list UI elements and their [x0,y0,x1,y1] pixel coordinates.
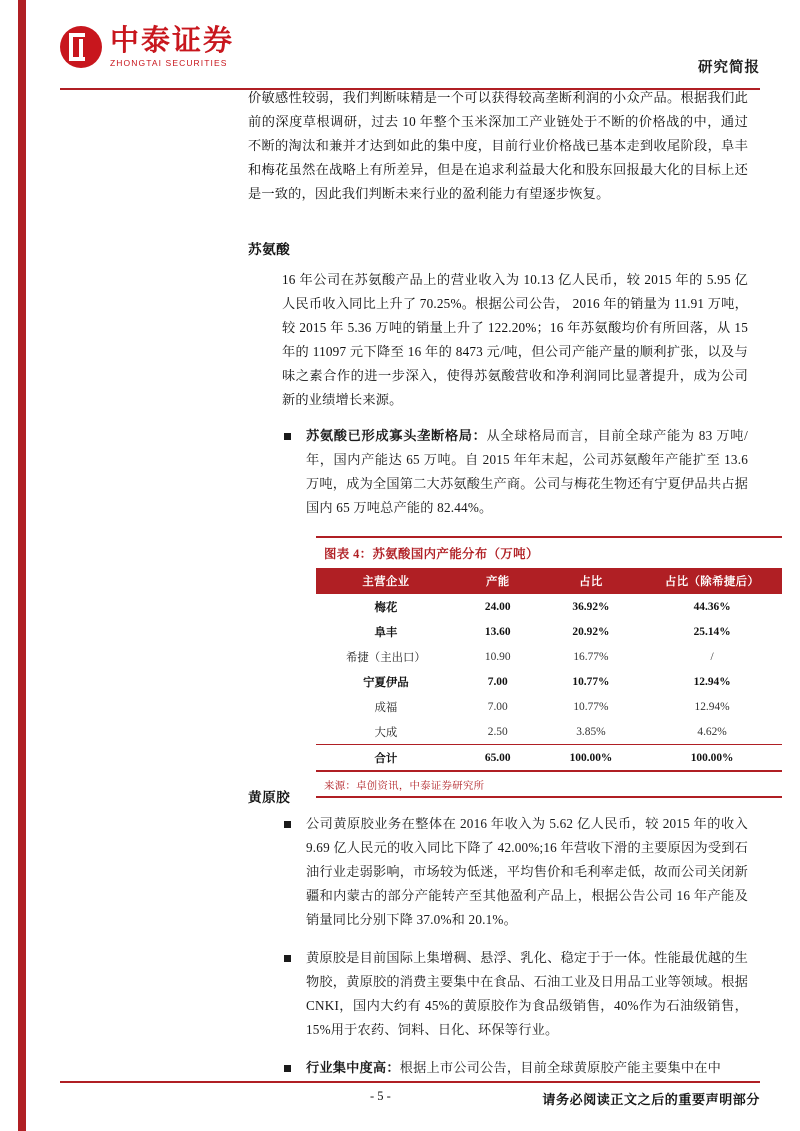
cell-company: 大成 [374,726,398,739]
xanthan-bullet-3 [282,1056,748,1080]
cell-capacity: 13.60 [484,625,511,638]
xanthan-bullet-2-text: 黄原胶是目前国际上集增稠、悬浮、乳化、稳定于于一体。性能最优越的生物胶，黄原胶的消费主要集中在食品、石油工业及日用品工业等领域。根据 CNKI，国内大约有 45%的黄原胶作为食品级销售，40%作为石油级销售，15%用于农药、饲料、日化、环保等行业。 [306,950,748,1038]
intro-paragraph: 价敏感性较弱，我们判断味精是一个可以获得较高垄断利润的小众产品。根据我们此前的深度草根调研，过去 10 年整个玉米深加工产业链处于不断的价格战的中，通过不断的淘汰和兼并才达到如此的集中度，目前行业价格战已基本走到收尾阶段，阜丰和梅花虽然在战略上有所差异，但是在追求利益最大化和股东回报最大化的目标上还是一致的，因此我们判断未来行业的盈利能力有望逐步恢复。 [248,90,748,202]
section-heading-xanthan: 黄原胶 [248,790,291,805]
cell-share: 20.92% [572,625,610,638]
document-body [248,86,748,226]
cell-capacity: 2.50 [487,725,508,738]
table-row [316,619,782,644]
footer-disclaimer: 请务必阅读正文之后的重要声明部分 [542,1092,760,1107]
bullet-square-icon [284,821,291,828]
cell-company: 阜丰 [374,626,398,639]
table-row [316,669,782,694]
cell-company: 希捷（主出口） [346,651,426,664]
threonine-bullet-1 [282,424,748,520]
bullet-square-icon [284,955,291,962]
bullet-square-icon [284,433,291,440]
col-share-ex: 占比（除希捷后） [642,568,782,594]
cell-capacity: 24.00 [484,600,511,613]
table-row [316,694,782,719]
threonine-bullet-1-lead: 苏氨酸已形成寡头垄断格局： [306,428,487,444]
threonine-bullet-1-text: 从全球格局而言，目前全球产能为 83 万吨/年，国内产能达 65 万吨。自 2015 年年末起，公司苏氨酸年产能扩至 13.6 万吨，成为全国第二大苏氨酸生产商。公司与梅花生物还有宁夏伊品共占据国内 65 万吨总产能的 82.44%。 [306,428,749,516]
section-threonine-body [248,268,760,798]
cell-capacity: 10.90 [484,650,511,663]
cell-share: 3.85% [576,725,606,738]
threonine-paragraph: 16 年公司在苏氨酸产品上的营业收入为 10.13 亿人民币，较 2015 年的 5.95 亿人民币收入同比上升了 70.25%。根据公司公告， 2016 年的销量为 11.91 万吨，较 2015 年 5.36 万吨的销量上升了 122.20%；16 年苏氨酸均价有所回落，从 15 年的 11097 元下降至 16 年的 8473 元/吨，但公司产能产量的顺利扩张，以及与味之素合作的进一步深入，使得苏氨酸营收和净利润同比显著提升，成为公司新的业绩增长来源。 [282,272,748,408]
figure-4 [316,536,782,798]
footer-divider [60,1081,760,1083]
logo-text [110,26,234,68]
figure-4-container [282,536,760,798]
cell-share: 10.77% [573,700,609,713]
cell-share: 36.92% [572,600,610,613]
table-total-row [316,745,782,771]
cell-total-label: 合计 [316,745,456,771]
cell-company: 梅花 [374,601,398,614]
cell-total-share-ex: 100.00% [642,745,782,771]
cell-share-ex: / [710,650,714,663]
capacity-table [316,568,782,770]
cell-share: 10.77% [572,675,610,688]
cell-share-ex: 12.94% [693,675,731,688]
document-type-label: 研究简报 [698,60,760,76]
page-header [60,26,760,88]
cell-total-capacity: 65.00 [456,745,540,771]
cell-share-ex: 12.94% [694,700,730,713]
page-footer [60,1089,760,1109]
bullet-square-icon [284,1065,291,1072]
company-logo [60,26,234,68]
cell-share-ex: 44.36% [693,600,731,613]
left-accent-bar [18,0,26,1131]
xanthan-bullet-3-text: 根据上市公司公告，目前全球黄原胶产能主要集中在中 [399,1060,722,1076]
logo-chinese-name: 中泰证券 [110,25,235,57]
figure-4-title: 图表 4：苏氨酸国内产能分布（万吨） [324,547,539,562]
xanthan-bullet-1-text: 公司黄原胶业务在整体在 2016 年收入为 5.62 亿人民币，较 2015 年的收入 9.69 亿人民元的收入同比下降了 42.00%;16 年营收下滑的主要原因为受到石油行业走弱影响，市场较为低迷，平均售价和毛利率走低，故而公司关闭新疆和内蒙古的部分产能转产至其他盈利产品上，根据公告公司 16 年产能及销量同比分别下降 37.0%和 20.1%。 [306,816,748,928]
table-row [316,594,782,619]
col-company: 主营企业 [316,568,456,594]
logo-english-name: ZHONGTAI SECURITIES [110,58,228,69]
page-number: - 5 - [370,1089,391,1103]
zhongtai-logo-icon [60,26,102,68]
xanthan-bullet-3-lead: 行业集中度高： [306,1060,400,1076]
table-row [316,644,782,669]
cell-share-ex: 4.62% [697,725,727,738]
table-header-row [316,568,782,594]
xanthan-bullet-1 [282,812,748,932]
xanthan-bullet-2 [282,946,748,1042]
figure-4-source: 来源：卓创资讯，中泰证券研究所 [316,770,782,796]
cell-share: 16.77% [573,650,609,663]
table-row [316,719,782,745]
section-heading-threonine: 苏氨酸 [248,242,291,257]
cell-company: 宁夏伊品 [363,676,409,689]
cell-capacity: 7.00 [487,675,508,688]
cell-capacity: 7.00 [487,700,508,713]
cell-company: 成福 [374,701,398,714]
section-xanthan-body [248,812,748,1080]
col-share: 占比 [540,568,643,594]
cell-share-ex: 25.14% [693,625,731,638]
col-capacity: 产能 [456,568,540,594]
cell-total-share: 100.00% [540,745,643,771]
